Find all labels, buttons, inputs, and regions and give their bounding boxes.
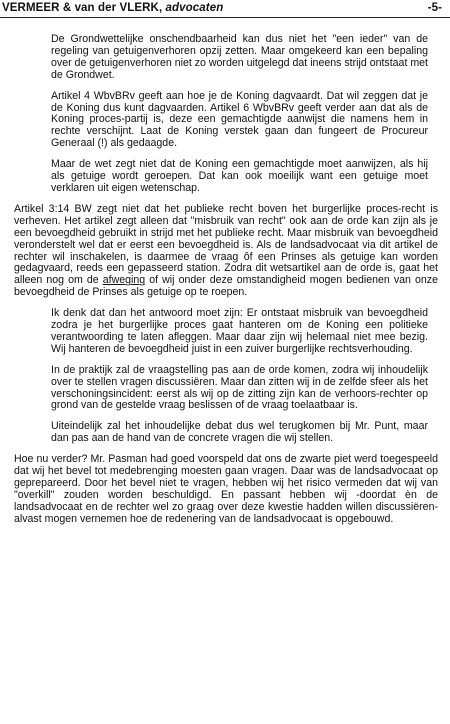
firm-name-main: VERMEER & van der VLERK, bbox=[2, 2, 166, 14]
firm-name bbox=[2, 2, 223, 14]
page-number: -5- bbox=[427, 2, 442, 14]
page-header bbox=[2, 2, 442, 18]
document-body bbox=[14, 34, 438, 535]
paragraph-grondwet: De Grondwettelijke onschendbaarheid kan dus niet het "een ieder" van de regeling van getuigenverhoren opzij zetten. Maar omgekeerd kan een bepaling over de getuigenverhoren niet zo worden uitgelegd dat ineens strijd ontstaat met de Grondwet. bbox=[51, 33, 428, 81]
paragraph-uiteindelijk: Uiteindelijk zal het inhoudelijke debat dus wel terugkomen bij Mr. Punt, maar dan pas aan de hand van de concrete vragen die wij stellen. bbox=[51, 420, 428, 445]
paragraph-artikel-3-14 bbox=[14, 204, 438, 299]
underlined-afweging: afweging bbox=[102, 274, 146, 287]
firm-name-suffix: advocaten bbox=[165, 2, 224, 14]
header-rule bbox=[0, 17, 450, 18]
paragraph-hoe-nu-verder: Hoe nu verder? Mr. Pasman had goed voorspeld dat ons de zwarte piet werd toegespeeld dat wij het bevel tot medebrenging moesten gaan vragen. Daar was de landsadvocaat op geprepareerd. Door het bevel niet te vragen, hebben wij het risico vermeden dat wij van "overkill" zouden worden beschuldigd. En passant hebben wij -doordat èn de landsadvocaat en de rechter wel zo graag over deze kwestie hadden willen discussiëren- alvast mogen vernemen hoe de redenering van de landsadvocaat is opgebouwd. bbox=[14, 453, 438, 525]
paragraph-misbruik: Ik denk dat dan het antwoord moet zijn: Er ontstaat misbruik van bevoegdheid zodra je het burgerlijke proces gaat hanteren om de Koning een politieke verantwoording te laten afleggen. Maar daar zijn wij helemaal niet mee bezig. Wij hanteren de bevoegdheid juist in een zuiver burgerlijke rechtsverhouding. bbox=[51, 307, 428, 355]
paragraph-artikel-4: Artikel 4 WbvBRv geeft aan hoe je de Koning dagvaardt. Dat wil zeggen dat je de Koning dus kunt dagvaarden. Artikel 6 WbvBRv geeft verder aan dat als de Koning proces-partij is, deze een gemachtigde aanwijst die namens hem in rechte verschijnt. Laat de Koning verstek gaan dan fungeert de Procureur Generaal (!) als gedaagde. bbox=[51, 89, 428, 150]
paragraph-artikel-3-14-part1: Artikel 3:14 BW zegt niet dat het publieke recht boven het burgerlijke proces-recht is verheven. Het artikel zegt alleen dat "misbruik van recht" ook aan de orde kan zijn als je een bevoegdheid gebruikt in strijd met het publieke recht. Maar misbruik van bevoegdheid veronderstelt wel dat er eerst een bevoegdheid is. Als de landsadvocaat via dit artikel de rechter wil inschakelen, is daarmee de vraag ôf een Prinses als getuige kan worden gedagvaard, reeds een gepasseerd station. Zodra dit wetsartikel aan de orde is, gaat het alleen nog om de bbox=[14, 202, 438, 287]
paragraph-praktijk: In de praktijk zal de vraagstelling pas aan de orde komen, zodra wij inhoudelijk over te stellen vragen discussiëren. Maar dan zitten wij in de zelfde sfeer als het verschoningsincident: eerst als wij op de zitting zijn kan de verhoors-rechter op grond van de gestelde vraag beslissen of de vraag toelaatbaar is. bbox=[51, 363, 428, 412]
paragraph-artikel-3-14-part2: of wij onder deze omstandigheid mogen bedienen van onze bevoegdheid de Prinses als getuige op te roepen. bbox=[14, 274, 438, 299]
paragraph-gemachtigde: Maar de wet zegt niet dat de Koning een gemachtigde moet aanwijzen, als hij als getuige wordt geroepen. Dat kan ook moeilijk want een getuige moet verklaren uit eigen wetenschap. bbox=[51, 158, 428, 194]
